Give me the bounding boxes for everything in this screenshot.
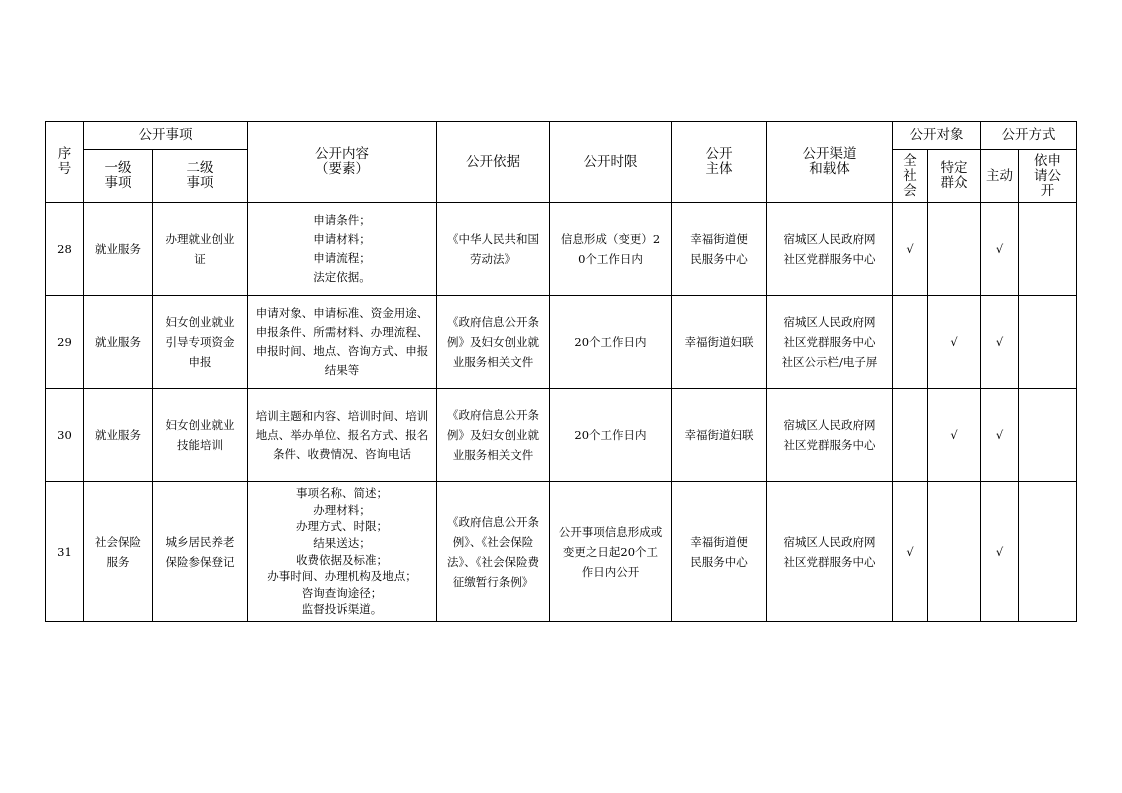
row-method-active: √	[981, 389, 1019, 482]
content-line: 地点、举办单位、报名方式、报名	[255, 427, 429, 442]
row-seq: 30	[46, 389, 84, 482]
row-channel	[767, 203, 893, 296]
row-subject: 幸福街道便民服务中心	[672, 482, 767, 622]
table-row	[46, 203, 1077, 296]
header-content: 公开内容（要素）	[248, 122, 437, 203]
row-target-specific: √	[928, 296, 981, 389]
row-subject: 幸福街道妇联	[672, 296, 767, 389]
row-content	[248, 203, 437, 296]
row-level1: 就业服务	[84, 389, 153, 482]
content-line: 咨询查询途径；	[301, 585, 383, 600]
channel-line: 社区党群服务中心	[783, 554, 876, 569]
row-method-request	[1019, 296, 1077, 389]
disclosure-table	[45, 121, 1077, 622]
channel-line: 宿城区人民政府网	[783, 315, 876, 329]
row-target-specific	[928, 203, 981, 296]
row-level1: 就业服务	[84, 296, 153, 389]
channel-line: 宿城区人民政府网	[783, 418, 876, 432]
header-level1: 一级事项	[84, 150, 153, 203]
content-line: 申报条件、所需材料、办理流程、	[255, 325, 429, 339]
row-target-all: √	[893, 203, 928, 296]
content-line: 办事时间、办理机构及地点；	[267, 569, 417, 584]
row-method-request	[1019, 389, 1077, 482]
row-seq: 31	[46, 482, 84, 622]
row-content	[248, 389, 437, 482]
header-method-request: 依申请公开	[1019, 150, 1077, 203]
row-level2: 城乡居民养老保险参保登记	[153, 482, 248, 622]
row-basis: 《中华人民共和国劳动法》	[437, 203, 550, 296]
row-target-specific: √	[928, 389, 981, 482]
header-target: 公开对象	[893, 122, 981, 150]
header-method-active: 主动	[981, 150, 1019, 203]
row-time-limit: 公开事项信息形成或变更之日起20个工作日内公开	[550, 482, 672, 622]
content-line: 结果等	[324, 363, 360, 377]
content-line: 法定依据。	[313, 270, 371, 284]
content-line: 办理方式、时限；	[296, 519, 388, 534]
channel-line: 宿城区人民政府网	[783, 534, 876, 549]
row-time-limit: 信息形成（变更）20个工作日内	[550, 203, 672, 296]
row-method-active: √	[981, 482, 1019, 622]
row-target-all: √	[893, 482, 928, 622]
row-basis: 《政府信息公开条例》及妇女创业就业服务相关文件	[437, 389, 550, 482]
channel-line: 社区公示栏/电子屏	[781, 355, 878, 369]
row-channel	[767, 482, 893, 622]
row-method-active: √	[981, 203, 1019, 296]
content-line: 条件、收费情况、咨询电话	[273, 446, 411, 461]
row-level2: 妇女创业就业引导专项资金申报	[153, 296, 248, 389]
row-seq: 28	[46, 203, 84, 296]
content-line: 申报时间、地点、咨询方式、申报	[255, 344, 429, 358]
row-subject: 幸福街道妇联	[672, 389, 767, 482]
row-method-request	[1019, 482, 1077, 622]
content-line: 事项名称、简述；	[296, 486, 388, 501]
content-line: 培训主题和内容、培训时间、培训	[255, 408, 429, 423]
row-level1: 就业服务	[84, 203, 153, 296]
header-target-specific: 特定群众	[928, 150, 981, 203]
header-time-limit: 公开时限	[550, 122, 672, 203]
row-seq: 29	[46, 296, 84, 389]
row-channel	[767, 296, 893, 389]
row-target-specific	[928, 482, 981, 622]
channel-line: 宿城区人民政府网	[783, 232, 876, 246]
row-subject: 幸福街道便民服务中心	[672, 203, 767, 296]
header-seq: 序号	[46, 122, 84, 203]
header-target-all: 全社会	[893, 150, 928, 203]
row-basis: 《政府信息公开条例》、《社会保险法》、《社会保险费征缴暂行条例》	[437, 482, 550, 622]
row-level2: 妇女创业就业技能培训	[153, 389, 248, 482]
row-basis: 《政府信息公开条例》及妇女创业就业服务相关文件	[437, 296, 550, 389]
channel-line: 社区党群服务中心	[783, 438, 876, 452]
row-content	[248, 482, 437, 622]
row-target-all	[893, 296, 928, 389]
row-target-all	[893, 389, 928, 482]
table-row	[46, 389, 1077, 482]
header-method: 公开方式	[981, 122, 1077, 150]
content-line: 收费依据及标准；	[296, 552, 388, 567]
table-row	[46, 482, 1077, 622]
content-line: 申请条件；	[313, 213, 371, 227]
row-method-active: √	[981, 296, 1019, 389]
row-level2: 办理就业创业证	[153, 203, 248, 296]
header-row-1	[46, 122, 1077, 150]
content-line: 结果送达；	[313, 535, 371, 550]
header-subject: 公开主体	[672, 122, 767, 203]
header-channel: 公开渠道和载体	[767, 122, 893, 203]
header-public-items: 公开事项	[84, 122, 248, 150]
content-line: 办理材料；	[313, 502, 371, 517]
table-row	[46, 296, 1077, 389]
row-level1: 社会保险服务	[84, 482, 153, 622]
row-content	[248, 296, 437, 389]
content-line: 监督投诉渠道。	[301, 602, 383, 617]
channel-line: 社区党群服务中心	[783, 252, 876, 266]
row-channel	[767, 389, 893, 482]
channel-line: 社区党群服务中心	[783, 335, 876, 349]
row-time-limit: 20个工作日内	[550, 389, 672, 482]
content-line: 申请对象、申请标准、资金用途、	[255, 306, 429, 320]
header-level2: 二级事项	[153, 150, 248, 203]
header-basis: 公开依据	[437, 122, 550, 203]
content-line: 申请流程；	[313, 251, 371, 265]
row-method-request	[1019, 203, 1077, 296]
content-line: 申请材料；	[313, 232, 371, 246]
row-time-limit: 20个工作日内	[550, 296, 672, 389]
